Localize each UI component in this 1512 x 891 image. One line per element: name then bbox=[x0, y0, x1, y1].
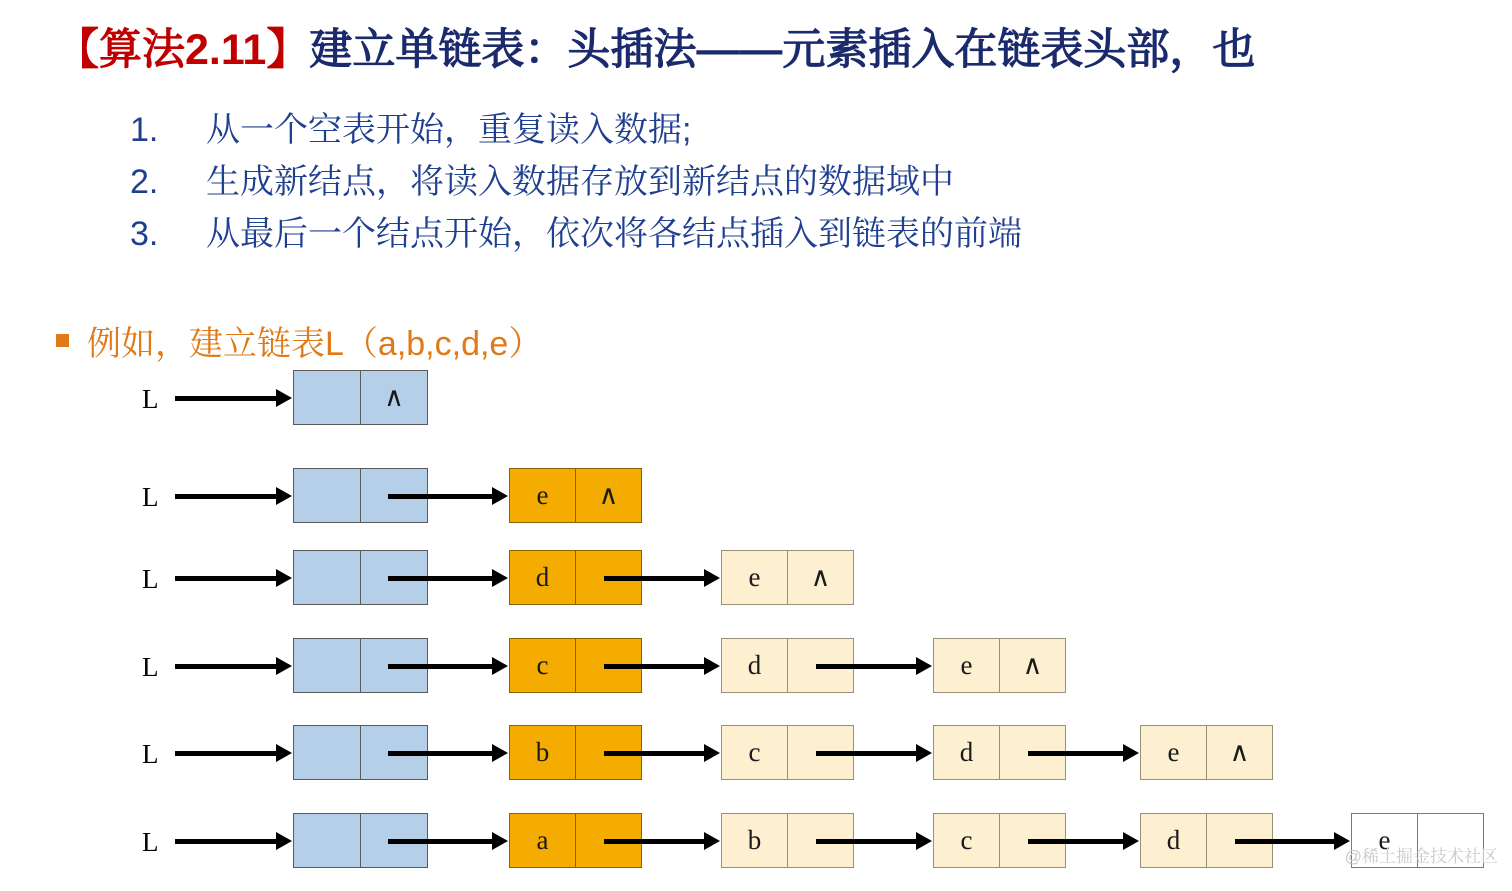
pointer-arrow bbox=[175, 664, 277, 669]
node-data-cell: e bbox=[1378, 825, 1391, 855]
page-title bbox=[56, 16, 1255, 77]
list-item bbox=[130, 208, 1022, 260]
next-pointer-arrow bbox=[604, 664, 705, 669]
node-data-cell: e bbox=[536, 480, 549, 510]
list-node bbox=[1140, 725, 1273, 780]
node-next-cell: ∧ bbox=[360, 371, 427, 424]
list-head-node bbox=[293, 370, 428, 425]
next-pointer-arrow bbox=[604, 751, 705, 756]
step-index: 3. bbox=[130, 215, 159, 253]
list-item bbox=[130, 156, 1022, 208]
node-next-cell: ∧ bbox=[999, 639, 1065, 692]
example-label: 例如，建立链表L（a,b,c,d,e） bbox=[87, 325, 543, 363]
node-data-cell: d bbox=[535, 562, 550, 592]
diagram-row bbox=[0, 370, 1512, 446]
diagram-row bbox=[0, 813, 1512, 891]
diagram-row bbox=[0, 638, 1512, 716]
pointer-arrow bbox=[175, 576, 277, 581]
next-pointer-arrow bbox=[388, 664, 493, 669]
node-data-cell: e bbox=[748, 562, 761, 592]
node-data-cell: c bbox=[748, 737, 761, 767]
next-pointer-arrow bbox=[1028, 839, 1124, 844]
next-pointer-arrow bbox=[604, 576, 705, 581]
node-data-cell: d bbox=[747, 650, 762, 680]
next-pointer-arrow bbox=[388, 494, 493, 499]
pointer-label-L: L bbox=[142, 564, 159, 594]
list-node bbox=[509, 468, 642, 523]
step-index: 2. bbox=[130, 163, 159, 201]
node-data-cell bbox=[294, 551, 360, 604]
example-line bbox=[56, 316, 542, 365]
title-prefix: 【算法2.11】 bbox=[56, 26, 310, 74]
node-data-cell bbox=[294, 814, 360, 867]
next-pointer-arrow bbox=[1028, 751, 1124, 756]
next-pointer-arrow bbox=[1235, 839, 1335, 844]
diagram-row bbox=[0, 550, 1512, 628]
step-text: 从一个空表开始，重复读入数据; bbox=[206, 111, 692, 149]
list-node bbox=[933, 638, 1066, 693]
node-data-cell: b bbox=[747, 825, 762, 855]
node-next-cell: ∧ bbox=[575, 469, 641, 522]
node-data-cell: e bbox=[960, 650, 973, 680]
next-pointer-arrow bbox=[816, 664, 917, 669]
pointer-label-L: L bbox=[142, 384, 159, 414]
node-data-cell bbox=[294, 726, 360, 779]
pointer-label-L: L bbox=[142, 482, 159, 512]
node-data-cell bbox=[294, 469, 360, 522]
pointer-label-L: L bbox=[142, 739, 159, 769]
next-pointer-arrow bbox=[816, 751, 917, 756]
next-pointer-arrow bbox=[388, 576, 493, 581]
diagram-row bbox=[0, 725, 1512, 803]
pointer-arrow bbox=[175, 396, 277, 401]
step-text: 从最后一个结点开始，依次将各结点插入到链表的前端 bbox=[206, 215, 1022, 253]
node-data-cell bbox=[294, 639, 360, 692]
node-data-cell: d bbox=[959, 737, 974, 767]
node-next-cell: ∧ bbox=[1206, 726, 1272, 779]
watermark bbox=[1345, 842, 1500, 867]
node-data-cell: a bbox=[536, 825, 549, 855]
node-data-cell bbox=[294, 371, 360, 424]
node-next-cell: ∧ bbox=[787, 551, 853, 604]
next-pointer-arrow bbox=[388, 839, 493, 844]
node-data-cell: c bbox=[960, 825, 973, 855]
pointer-label-L: L bbox=[142, 652, 159, 682]
steps-list bbox=[130, 104, 1022, 260]
next-pointer-arrow bbox=[604, 839, 705, 844]
pointer-arrow bbox=[175, 751, 277, 756]
node-data-cell: e bbox=[1167, 737, 1180, 767]
node-data-cell: d bbox=[1166, 825, 1181, 855]
watermark-text: @稀土掘金技术社区 bbox=[1344, 847, 1498, 866]
node-data-cell: c bbox=[536, 650, 549, 680]
step-text: 生成新结点，将读入数据存放到新结点的数据域中 bbox=[206, 163, 954, 201]
node-data-cell: b bbox=[535, 737, 550, 767]
title-rest: 建立单链表：头插法——元素插入在链表头部，也 bbox=[309, 26, 1256, 74]
list-item bbox=[130, 104, 1022, 156]
next-pointer-arrow bbox=[388, 751, 493, 756]
pointer-arrow bbox=[175, 494, 277, 499]
next-pointer-arrow bbox=[816, 839, 917, 844]
pointer-arrow bbox=[175, 839, 277, 844]
list-node bbox=[721, 550, 854, 605]
square-bullet-icon bbox=[56, 334, 69, 347]
pointer-label-L: L bbox=[142, 827, 159, 857]
step-index: 1. bbox=[130, 111, 159, 149]
diagram-row bbox=[0, 468, 1512, 546]
